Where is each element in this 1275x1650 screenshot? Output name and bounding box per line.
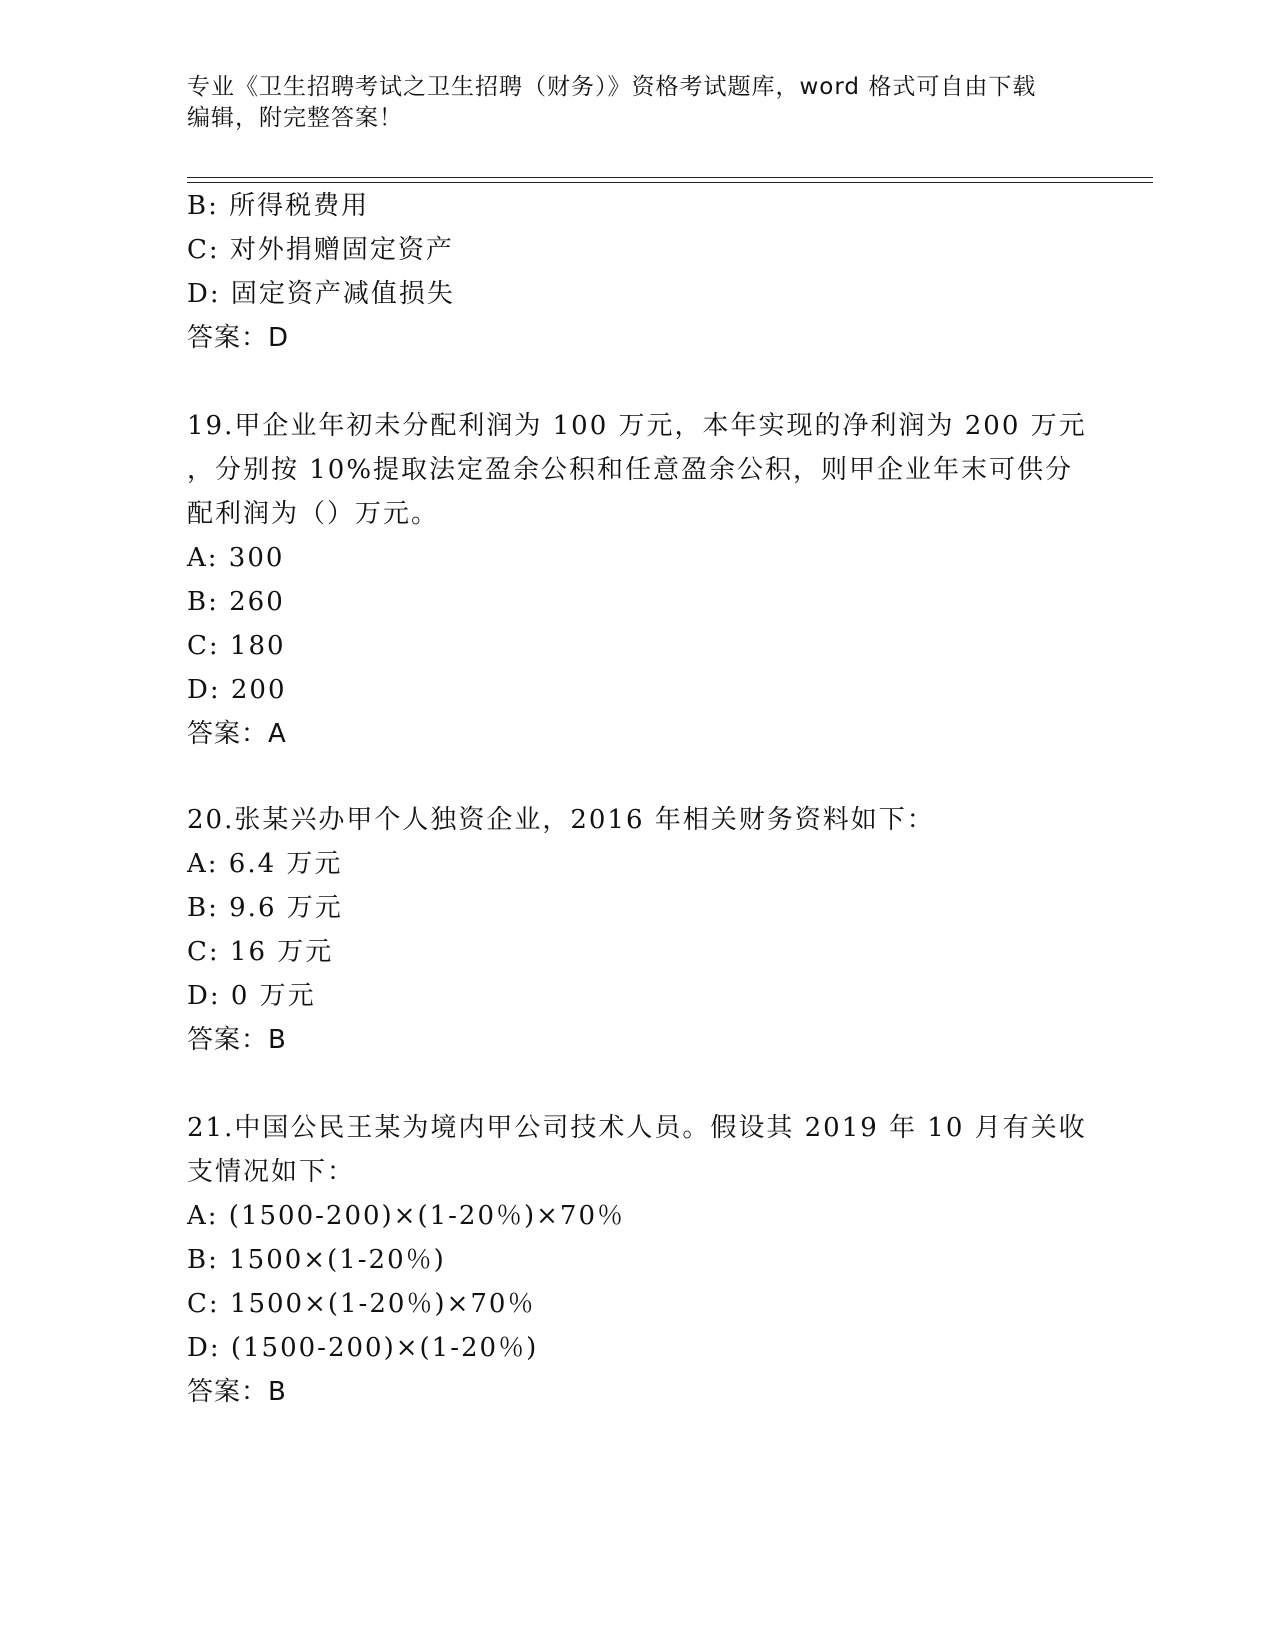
q19-option-d: D: 200 [187, 675, 287, 705]
q18-option-c: C: 对外捐赠固定资产 [187, 235, 454, 265]
q21-option-c: C: 1500×(1-20％)×70％ [187, 1289, 536, 1319]
q21-stem-line-1: 21.中国公民王某为境内甲公司技术人员。假设其 2019 年 10 月有关收 [187, 1113, 1087, 1143]
q18-option-d: D: 固定资产减值损失 [187, 279, 455, 309]
header-line-2: 编辑，附完整答案！ [187, 105, 403, 131]
q20-option-b: B: 9.6 万元 [187, 893, 343, 923]
q19-option-a: A: 300 [187, 543, 285, 573]
q21-answer: 答案：B [187, 1377, 287, 1407]
q20-option-c: C: 16 万元 [187, 937, 334, 967]
header-divider-top [187, 177, 1153, 178]
header-line-1: 专业《卫生招聘考试之卫生招聘（财务）》资格考试题库，word 格式可自由下载 [187, 74, 1037, 100]
q19-option-b: B: 260 [187, 587, 285, 617]
q20-option-d: D: 0 万元 [187, 981, 316, 1011]
header-divider-bottom [187, 182, 1153, 183]
q19-stem-line-1: 19.甲企业年初未分配利润为 100 万元，本年实现的净利润为 200 万元 [187, 411, 1087, 441]
q20-answer: 答案：B [187, 1025, 287, 1055]
q18-option-b: B: 所得税费用 [187, 191, 370, 221]
q18-answer: 答案：D [187, 323, 290, 353]
q19-stem-line-3: 配利润为（）万元。 [187, 499, 440, 529]
q19-stem-line-2: ，分别按 10%提取法定盈余公积和任意盈余公积，则甲企业年末可供分 [187, 455, 1074, 485]
q19-option-c: C: 180 [187, 631, 286, 661]
q21-option-d: D: (1500-200)×(1-20％) [187, 1333, 539, 1363]
q20-stem-line-1: 20.张某兴办甲个人独资企业，2016 年相关财务资料如下： [187, 805, 935, 835]
q19-answer: 答案：A [187, 719, 287, 749]
q20-option-a: A: 6.4 万元 [187, 849, 343, 879]
q21-stem-line-2: 支情况如下： [187, 1157, 356, 1187]
document-header [187, 72, 1087, 134]
q21-option-a: A: (1500-200)×(1-20％)×70％ [187, 1201, 626, 1231]
q21-option-b: B: 1500×(1-20％) [187, 1245, 446, 1275]
